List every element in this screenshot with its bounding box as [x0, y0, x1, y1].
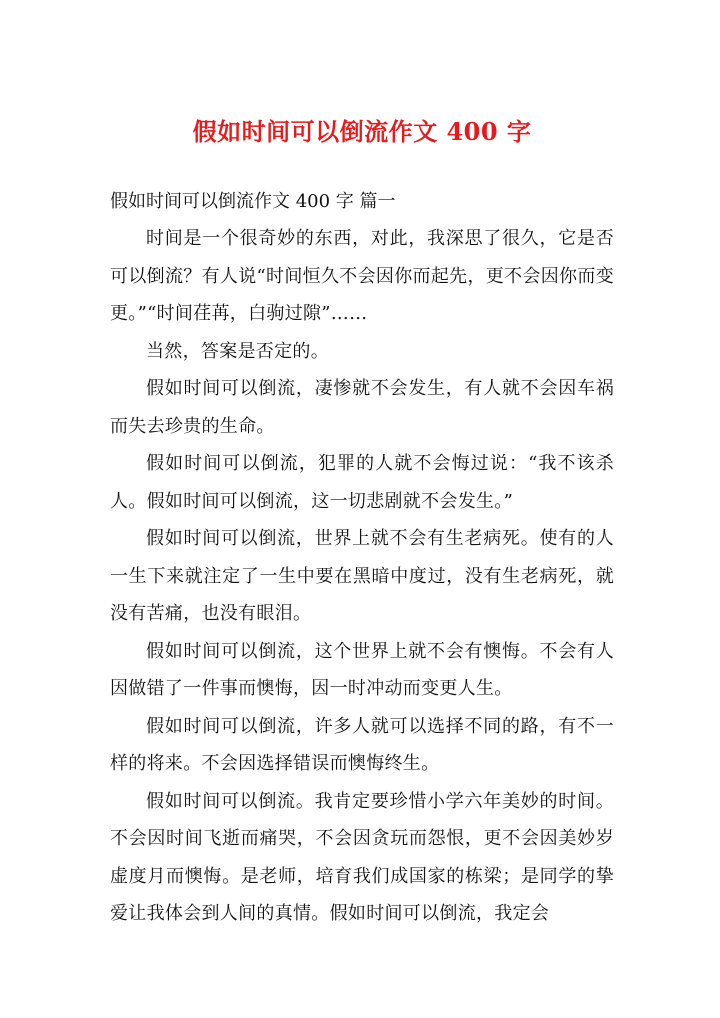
paragraph-2: 当然，答案是否定的。 — [146, 340, 329, 362]
paragraph-1: 时间是一个很奇妙的东西，对此，我深思了很久，它是否可以倒流？有人说“时间恒久不会因你而起先，更不会因你而变更。”“时间荏苒，白驹过隙”…… — [110, 228, 614, 324]
document-page — [110, 110, 614, 933]
paragraph-7: 假如时间可以倒流，许多人就可以选择不同的路，有不一样的将来。不会因选择错误而懊悔终生。 — [110, 715, 614, 774]
paragraph-6: 假如时间可以倒流，这个世界上就不会有懊悔。不会有人因做错了一件事而懊悔，因一时冲动而变更人生。 — [110, 640, 614, 699]
paragraph-4: 假如时间可以倒流，犯罪的人就不会悔过说：“我不该杀人。假如时间可以倒流，这一切悲剧就不会发生。” — [110, 453, 614, 512]
paragraph-5: 假如时间可以倒流，世界上就不会有生老病死。使有的人一生下来就注定了一生中要在黑暗中度过，没有生老病死，就没有苦痛，也没有眼泪。 — [110, 528, 614, 624]
paragraph-8: 假如时间可以倒流。我肯定要珍惜小学六年美妙的时间。不会因时间飞逝而痛哭，不会因贪玩而怨恨，更不会因美妙岁虚度月而懊悔。是老师，培育我们成国家的栋梁；是同学的挚爱让我体会到人间的真情。假如时间可以倒流，我定会 — [110, 790, 614, 924]
paragraph-3: 假如时间可以倒流，凄惨就不会发生，有人就不会因车祸而失去珍贵的生命。 — [110, 378, 614, 437]
document-title: 假如时间可以倒流作文 400 字 — [192, 117, 532, 146]
section-heading: 假如时间可以倒流作文 400 字 篇一 — [110, 191, 396, 212]
